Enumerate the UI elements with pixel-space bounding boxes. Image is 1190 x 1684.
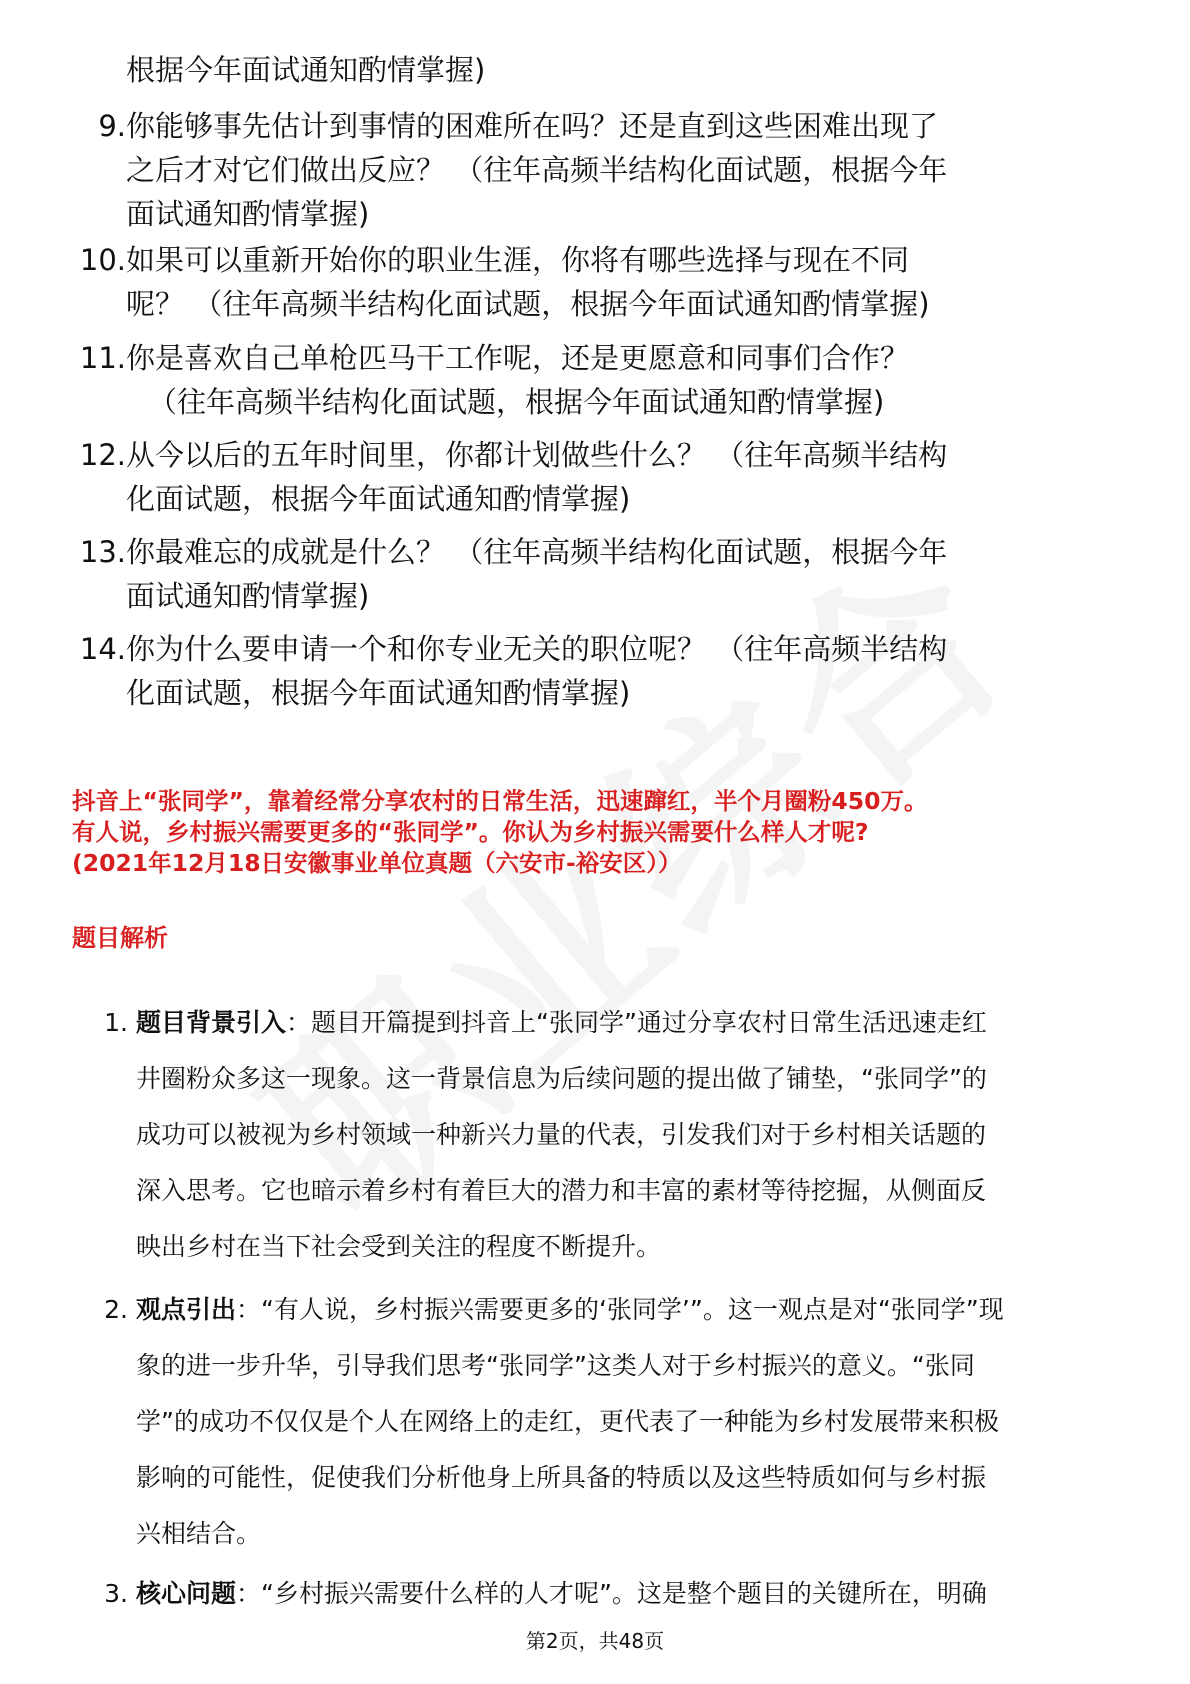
highlight-line: (2021年12月18日安徽事业单位真题（六安市-裕安区）） — [72, 849, 682, 877]
question-number: 9. — [98, 109, 126, 143]
question-line: 之后才对它们做出反应？ （往年高频半结构化面试题，根据今年 — [126, 153, 948, 187]
question-number: 10. — [79, 243, 126, 277]
question-number: 14. — [79, 632, 126, 666]
question-line: 面试通知酌情掌握) — [126, 579, 370, 613]
question-line: 你能够事先估计到事情的困难所在吗？还是直到这些困难出现了 — [126, 109, 939, 143]
analysis-first-line — [136, 1282, 1136, 1338]
analysis-line: 映出乡村在当下社会受到关注的程度不断提升。 — [136, 1232, 662, 1261]
section-title: 题目解析 — [72, 924, 168, 952]
question-line: 化面试题，根据今年面试通知酌情掌握) — [126, 482, 631, 516]
question-number: 13. — [79, 535, 126, 569]
question-line: 从今以后的五年时间里，你都计划做些什么？ （往年高频半结构 — [126, 438, 948, 472]
analysis-first-text: ：“有人说，乡村振兴需要更多的‘张同学’”。这一观点是对“张同学”现 — [236, 1295, 1004, 1324]
question-number: 12. — [79, 438, 126, 472]
analysis-first-line — [136, 995, 1136, 1051]
analysis-line: 学”的成功不仅仅是个人在网络上的走红，更代表了一种能为乡村发展带来积极 — [136, 1407, 999, 1436]
question-line: 化面试题，根据今年面试通知酌情掌握) — [126, 676, 631, 710]
analysis-number: 2. — [104, 1295, 128, 1324]
question-line: （往年高频半结构化面试题，根据今年面试通知酌情掌握) — [148, 385, 885, 419]
question-line: 你是喜欢自己单枪匹马干工作呢，还是更愿意和同事们合作？ — [126, 341, 910, 375]
question-line: 呢？ （往年高频半结构化面试题，根据今年面试通知酌情掌握) — [126, 287, 930, 321]
analysis-line: 兴相结合。 — [136, 1519, 262, 1548]
question-line: 如果可以重新开始你的职业生涯，你将有哪些选择与现在不同 — [126, 243, 910, 277]
question-number: 11. — [79, 341, 126, 375]
analysis-line: 成功可以被视为乡村领域一种新兴力量的代表，引发我们对于乡村相关话题的 — [136, 1120, 987, 1149]
question-line: 你最难忘的成就是什么？ （往年高频半结构化面试题，根据今年 — [126, 535, 948, 569]
highlight-line: 有人说，乡村振兴需要更多的“张同学”。你认为乡村振兴需要什么样人才呢? — [72, 818, 869, 846]
question-line: 面试通知酌情掌握) — [126, 197, 370, 231]
analysis-line: 影响的可能性，促使我们分析他身上所具备的特质以及这些特质如何与乡村振 — [136, 1463, 987, 1492]
highlight-line: 抖音上“张同学”，靠着经常分享农村的日常生活，迅速蹿红，半个月圈粉450万。 — [72, 787, 928, 815]
analysis-line: 象的进一步升华，引导我们思考“张同学”这类人对于乡村振兴的意义。“张同 — [136, 1351, 975, 1380]
continuation-line: 根据今年面试通知酌情掌握) — [126, 53, 486, 87]
analysis-lead: 题目背景引入 — [136, 1008, 287, 1037]
analysis-lead: 观点引出 — [136, 1295, 237, 1324]
analysis-line: 深入思考。它也暗示着乡村有着巨大的潜力和丰富的素材等待挖掘，从侧面反 — [136, 1176, 987, 1205]
highlighted-question — [72, 786, 1132, 879]
page-number: 第2页，共48页 — [525, 1629, 665, 1653]
analysis-first-text: ：“乡村振兴需要什么样的人才呢”。这是整个题目的关键所在，明确 — [236, 1579, 987, 1608]
analysis-first-line — [136, 1566, 1136, 1622]
analysis-number: 1. — [104, 1008, 128, 1037]
analysis-first-text: ：题目开篇提到抖音上“张同学”通过分享农村日常生活迅速走红 — [286, 1008, 987, 1037]
analysis-lead: 核心问题 — [136, 1579, 237, 1608]
analysis-line: 井圈粉众多这一现象。这一背景信息为后续问题的提出做了铺垫，“张同学”的 — [136, 1064, 987, 1093]
question-line: 你为什么要申请一个和你专业无关的职位呢？ （往年高频半结构 — [126, 632, 948, 666]
analysis-number: 3. — [104, 1579, 128, 1608]
